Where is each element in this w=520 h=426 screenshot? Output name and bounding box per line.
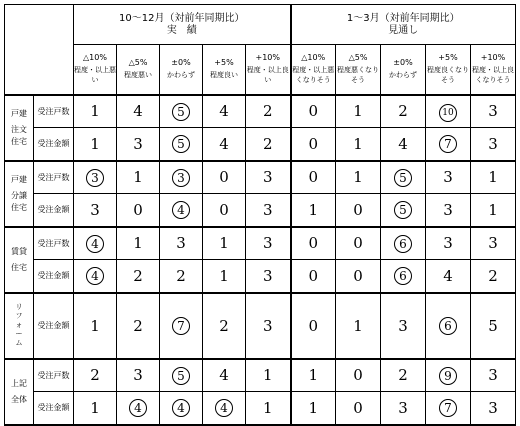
value: 3 bbox=[443, 168, 453, 187]
value: 3 bbox=[488, 366, 498, 385]
value-cell bbox=[246, 194, 291, 227]
value: 3 bbox=[133, 366, 143, 385]
value: 3 bbox=[398, 316, 408, 335]
value: 3 bbox=[262, 266, 273, 285]
value: 1 bbox=[353, 134, 363, 153]
value-cell bbox=[291, 95, 336, 128]
value: 3 bbox=[443, 234, 453, 253]
value-cell bbox=[117, 128, 160, 161]
column-header-change: +5% bbox=[438, 53, 458, 63]
value-cell bbox=[117, 260, 160, 293]
period2-title: 1～3月（対前年同期比） bbox=[346, 12, 460, 24]
value-cell bbox=[336, 293, 381, 359]
value-cell bbox=[336, 260, 381, 293]
value: 1 bbox=[353, 102, 363, 121]
category-cell bbox=[5, 227, 34, 293]
value: 5 bbox=[488, 316, 498, 335]
value-cell bbox=[246, 95, 291, 128]
value: 0 bbox=[133, 200, 143, 219]
value: 0 bbox=[219, 200, 229, 219]
value-cell bbox=[336, 128, 381, 161]
item-label: 受注金額 bbox=[34, 392, 74, 425]
column-header-desc: 程度・以上良くなりそう bbox=[472, 66, 514, 85]
column-header-desc: 程度悪くなりそう bbox=[337, 66, 379, 85]
value-cell bbox=[246, 227, 291, 260]
value-cell bbox=[203, 260, 246, 293]
value-cell bbox=[246, 293, 291, 359]
value-cell bbox=[246, 260, 291, 293]
column-header-desc: 程度・以上良い bbox=[246, 66, 289, 85]
value: 0 bbox=[308, 168, 319, 187]
circled-value: 4 bbox=[86, 267, 104, 285]
survey-table-container bbox=[4, 4, 516, 426]
value-cell bbox=[160, 359, 203, 392]
value: 2 bbox=[398, 366, 408, 385]
value-cell bbox=[336, 95, 381, 128]
value: 3 bbox=[90, 200, 100, 219]
value: 2 bbox=[133, 266, 143, 285]
value-cell bbox=[74, 194, 117, 227]
value: 1 bbox=[90, 316, 100, 335]
table-row bbox=[5, 392, 516, 425]
period1-subtitle: 実 績 bbox=[166, 24, 197, 36]
column-header bbox=[381, 45, 426, 95]
item-label: 受注戸数 bbox=[34, 359, 74, 392]
value-cell bbox=[117, 359, 160, 392]
item-label: 受注金額 bbox=[34, 194, 74, 227]
table-row bbox=[5, 194, 516, 227]
value-cell bbox=[381, 161, 426, 194]
value-cell bbox=[74, 227, 117, 260]
category-label: 賃貸 bbox=[11, 246, 27, 256]
value: 3 bbox=[443, 200, 453, 219]
value-cell bbox=[74, 359, 117, 392]
value: 2 bbox=[488, 266, 498, 285]
value-cell bbox=[160, 95, 203, 128]
value: 1 bbox=[133, 168, 143, 187]
value: 0 bbox=[353, 200, 363, 219]
value-cell bbox=[203, 95, 246, 128]
value-cell bbox=[291, 359, 336, 392]
value-cell bbox=[426, 392, 471, 425]
value-cell bbox=[426, 227, 471, 260]
value-cell bbox=[426, 194, 471, 227]
value-cell bbox=[291, 128, 336, 161]
value: 0 bbox=[308, 134, 319, 153]
value-cell bbox=[471, 260, 516, 293]
corner-cell bbox=[5, 5, 74, 95]
circled-value: 6 bbox=[394, 267, 412, 285]
value: 1 bbox=[262, 398, 273, 417]
table-row bbox=[5, 359, 516, 392]
value-cell bbox=[336, 161, 381, 194]
value-cell bbox=[246, 392, 291, 425]
column-header bbox=[203, 45, 246, 95]
column-header-change: +5% bbox=[214, 58, 234, 68]
value: 3 bbox=[262, 234, 273, 253]
value-cell bbox=[291, 293, 336, 359]
value-cell bbox=[471, 128, 516, 161]
value-cell bbox=[471, 95, 516, 128]
value-cell bbox=[381, 293, 426, 359]
value: 4 bbox=[219, 102, 229, 121]
column-header bbox=[291, 45, 336, 95]
value: 3 bbox=[262, 200, 273, 219]
value: 3 bbox=[488, 134, 498, 153]
value: 2 bbox=[398, 102, 408, 121]
circled-value: 4 bbox=[215, 399, 233, 417]
value: 0 bbox=[308, 316, 319, 335]
category-label: 住宅 bbox=[11, 136, 27, 146]
value: 0 bbox=[353, 366, 363, 385]
value: 1 bbox=[133, 234, 143, 253]
value: 0 bbox=[353, 398, 363, 417]
circled-value: 10 bbox=[439, 104, 457, 122]
value: 1 bbox=[308, 366, 319, 385]
value: 3 bbox=[133, 134, 143, 153]
category-label: 戸建 bbox=[11, 174, 27, 184]
value: 4 bbox=[398, 134, 408, 153]
value-cell bbox=[117, 227, 160, 260]
column-header bbox=[471, 45, 516, 95]
column-header-change: △5% bbox=[128, 58, 148, 68]
circled-value: 5 bbox=[394, 201, 412, 219]
column-header-desc: 程度悪い bbox=[124, 71, 152, 80]
value: 1 bbox=[308, 398, 319, 417]
value-cell bbox=[381, 392, 426, 425]
value-cell bbox=[203, 128, 246, 161]
value-cell bbox=[471, 161, 516, 194]
value-cell bbox=[160, 194, 203, 227]
circled-value: 5 bbox=[394, 169, 412, 187]
column-header bbox=[426, 45, 471, 95]
value: 4 bbox=[219, 134, 229, 153]
category-label: 戸建 bbox=[11, 108, 27, 118]
value: 2 bbox=[262, 102, 273, 121]
value: 1 bbox=[353, 316, 363, 335]
item-label: 受注金額 bbox=[34, 128, 74, 161]
category-label: 分譲 bbox=[11, 190, 27, 200]
column-header-desc: 程度・以上悪くなりそう bbox=[292, 66, 335, 85]
circled-value: 7 bbox=[439, 135, 457, 153]
value-cell bbox=[471, 392, 516, 425]
circled-value: 6 bbox=[439, 317, 457, 335]
category-label: 全体 bbox=[11, 394, 27, 404]
category-cell bbox=[5, 95, 34, 161]
column-header-change: +10% bbox=[255, 53, 280, 63]
value-cell bbox=[246, 128, 291, 161]
table-row bbox=[5, 227, 516, 260]
table-row bbox=[5, 260, 516, 293]
value: 0 bbox=[219, 168, 229, 187]
item-label: 受注金額 bbox=[34, 260, 74, 293]
value-cell bbox=[291, 227, 336, 260]
category-char: フ bbox=[15, 312, 23, 320]
period2-subtitle: 見通し bbox=[388, 24, 419, 36]
value-cell bbox=[203, 194, 246, 227]
value-cell bbox=[160, 260, 203, 293]
value-cell bbox=[381, 128, 426, 161]
value-cell bbox=[203, 359, 246, 392]
value: 2 bbox=[176, 266, 186, 285]
value-cell bbox=[471, 293, 516, 359]
period1-title: 10～12月（対前年同期比） bbox=[119, 12, 245, 24]
column-header-change: △5% bbox=[348, 53, 368, 63]
circled-value: 6 bbox=[394, 235, 412, 253]
value-cell bbox=[381, 227, 426, 260]
circled-value: 4 bbox=[86, 235, 104, 253]
period2-header bbox=[291, 5, 516, 45]
value-cell bbox=[426, 161, 471, 194]
value: 2 bbox=[133, 316, 143, 335]
value: 2 bbox=[90, 366, 100, 385]
value-cell bbox=[336, 392, 381, 425]
survey-table bbox=[4, 4, 516, 426]
value: 0 bbox=[308, 234, 319, 253]
value-cell bbox=[74, 293, 117, 359]
value-cell bbox=[381, 194, 426, 227]
value-cell bbox=[203, 227, 246, 260]
value: 1 bbox=[219, 234, 229, 253]
header-row-columns bbox=[5, 45, 516, 95]
circled-value: 7 bbox=[172, 317, 190, 335]
value-cell bbox=[117, 161, 160, 194]
column-header-change: ±0% bbox=[393, 58, 413, 68]
category-label: 注文 bbox=[11, 124, 27, 134]
value: 3 bbox=[488, 398, 498, 417]
value: 3 bbox=[176, 234, 186, 253]
value-cell bbox=[117, 194, 160, 227]
category-cell-リフォーム bbox=[5, 293, 34, 359]
value-cell bbox=[381, 95, 426, 128]
item-label: 受注金額 bbox=[34, 293, 74, 359]
value: 2 bbox=[219, 316, 229, 335]
value-cell bbox=[246, 161, 291, 194]
value-cell bbox=[117, 95, 160, 128]
value: 2 bbox=[262, 134, 273, 153]
value: 1 bbox=[488, 168, 498, 187]
period1-header bbox=[74, 5, 291, 45]
column-header-change: ±0% bbox=[171, 58, 191, 68]
circled-value: 3 bbox=[86, 169, 104, 187]
item-label: 受注戸数 bbox=[34, 95, 74, 128]
circled-value: 9 bbox=[439, 367, 457, 385]
column-header-desc: 程度・以上悪い bbox=[74, 66, 116, 85]
value-cell bbox=[117, 392, 160, 425]
circled-value: 7 bbox=[439, 399, 457, 417]
value: 0 bbox=[308, 266, 319, 285]
value-cell bbox=[74, 161, 117, 194]
circled-value: 4 bbox=[129, 399, 147, 417]
category-label: 住宅 bbox=[11, 202, 27, 212]
value-cell bbox=[117, 293, 160, 359]
value: 1 bbox=[219, 266, 229, 285]
value-cell bbox=[336, 194, 381, 227]
category-label: 住宅 bbox=[11, 262, 27, 272]
value-cell bbox=[203, 161, 246, 194]
value-cell bbox=[291, 194, 336, 227]
value-cell bbox=[246, 359, 291, 392]
column-header bbox=[117, 45, 160, 95]
value: 0 bbox=[353, 266, 363, 285]
column-header-desc: かわらず bbox=[167, 71, 195, 80]
value-cell bbox=[291, 392, 336, 425]
value: 3 bbox=[398, 398, 408, 417]
column-header bbox=[74, 45, 117, 95]
value-cell bbox=[291, 260, 336, 293]
column-header-change: +10% bbox=[480, 53, 506, 63]
circled-value: 4 bbox=[172, 201, 190, 219]
item-label: 受注戸数 bbox=[34, 227, 74, 260]
value-cell bbox=[203, 293, 246, 359]
value-cell bbox=[381, 260, 426, 293]
item-label: 受注戸数 bbox=[34, 161, 74, 194]
value: 1 bbox=[90, 398, 100, 417]
value-cell bbox=[426, 359, 471, 392]
value: 3 bbox=[262, 316, 273, 335]
value: 1 bbox=[90, 102, 100, 121]
value-cell bbox=[203, 392, 246, 425]
column-header bbox=[160, 45, 203, 95]
column-header-desc: 程度良くなりそう bbox=[427, 66, 469, 85]
value: 0 bbox=[353, 234, 363, 253]
category-cell bbox=[5, 359, 34, 425]
value: 4 bbox=[443, 266, 453, 285]
value-cell bbox=[336, 359, 381, 392]
circled-value: 3 bbox=[172, 169, 190, 187]
value: 1 bbox=[90, 134, 100, 153]
value: 4 bbox=[133, 102, 143, 121]
category-char: ー bbox=[15, 330, 23, 338]
category-char: ォ bbox=[15, 321, 23, 329]
value-cell bbox=[471, 194, 516, 227]
table-row bbox=[5, 128, 516, 161]
value: 3 bbox=[488, 102, 498, 121]
column-header bbox=[246, 45, 291, 95]
circled-value: 5 bbox=[172, 135, 190, 153]
table-row bbox=[5, 161, 516, 194]
value-cell bbox=[471, 359, 516, 392]
column-header-desc: かわらず bbox=[389, 71, 417, 80]
value: 3 bbox=[262, 168, 273, 187]
table-row bbox=[5, 95, 516, 128]
column-header-change: △10% bbox=[83, 53, 107, 63]
value-cell bbox=[74, 128, 117, 161]
value-cell bbox=[426, 260, 471, 293]
value-cell bbox=[426, 95, 471, 128]
column-header-change: △10% bbox=[301, 53, 326, 63]
value-cell bbox=[160, 392, 203, 425]
value-cell bbox=[160, 293, 203, 359]
value: 1 bbox=[488, 200, 498, 219]
value-cell bbox=[74, 95, 117, 128]
value: 0 bbox=[308, 102, 319, 121]
header-row-periods bbox=[5, 5, 516, 45]
value-cell bbox=[74, 260, 117, 293]
value-cell bbox=[291, 161, 336, 194]
value-cell bbox=[426, 128, 471, 161]
category-char: ム bbox=[15, 339, 23, 347]
value: 4 bbox=[219, 366, 229, 385]
value-cell bbox=[381, 359, 426, 392]
value-cell bbox=[160, 161, 203, 194]
column-header-desc: 程度良い bbox=[210, 71, 238, 80]
value: 1 bbox=[353, 168, 363, 187]
value-cell bbox=[336, 227, 381, 260]
value: 1 bbox=[308, 200, 319, 219]
circled-value: 4 bbox=[172, 399, 190, 417]
category-label: 上記 bbox=[11, 378, 27, 388]
value-cell bbox=[160, 227, 203, 260]
category-char: リ bbox=[15, 303, 23, 311]
value-cell bbox=[160, 128, 203, 161]
value-cell bbox=[426, 293, 471, 359]
value: 3 bbox=[488, 234, 498, 253]
column-header bbox=[336, 45, 381, 95]
circled-value: 5 bbox=[172, 367, 190, 385]
circled-value: 5 bbox=[172, 103, 190, 121]
table-row bbox=[5, 293, 516, 359]
value: 1 bbox=[262, 366, 273, 385]
value-cell bbox=[471, 227, 516, 260]
category-cell bbox=[5, 161, 34, 227]
value-cell bbox=[74, 392, 117, 425]
